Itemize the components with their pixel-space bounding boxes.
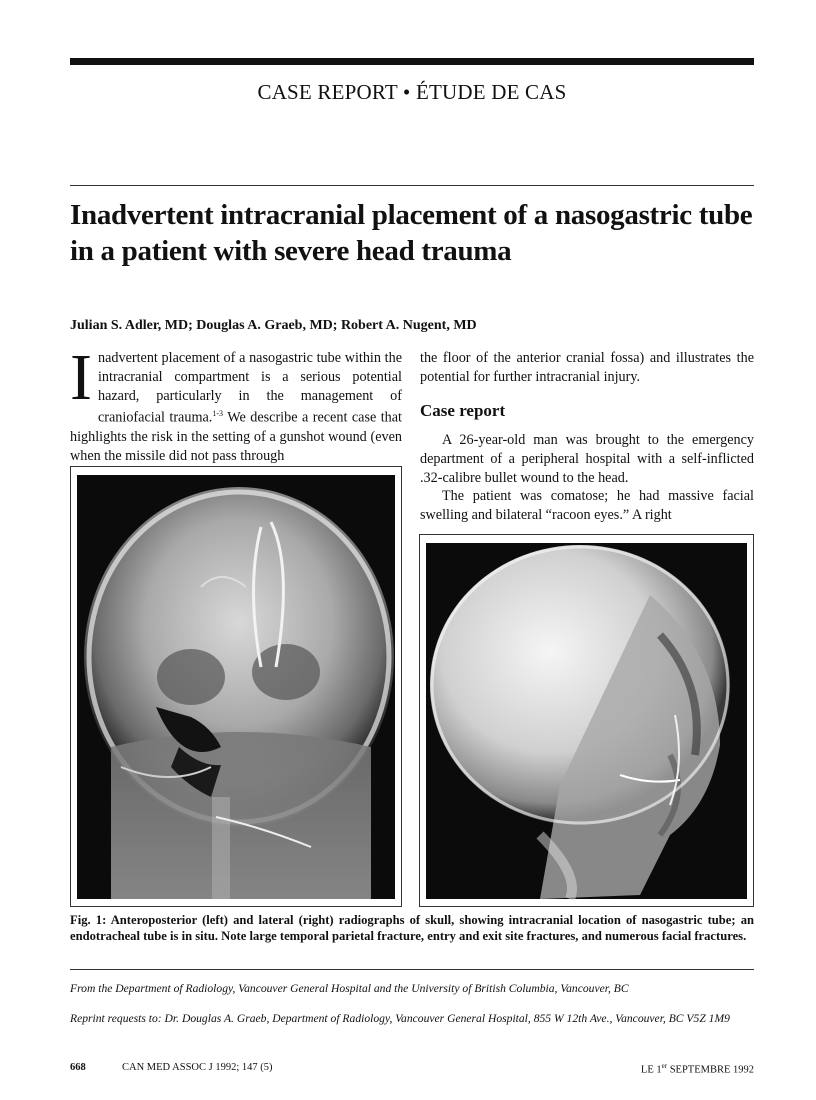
- intro-text-continued: We describe a recent case that highlights the risk in the setting of a gunshot wound (even when the missile did not pass through: [70, 410, 402, 464]
- case-report-body: [420, 431, 754, 525]
- issue-date: [641, 1062, 754, 1076]
- figure-caption: Fig. 1: Anteroposterior (left) and lateral (right) radiographs of skull, showing intracranial location of nasogastric tube; an endotracheal tube is in situ. Note large temporal parietal fracture, entry and exit site fractures, and numerous facial fractures.: [70, 913, 754, 943]
- footnote-rule: [70, 969, 754, 970]
- page-number: 668: [70, 1062, 86, 1073]
- issue-date-suffix: SEPTEMBRE 1992: [667, 1064, 754, 1076]
- case-paragraph-1: A 26-year-old man was brought to the emergency department of a peripheral hospital with a self-inflicted .32-calibre bullet wound to the head.: [420, 432, 754, 486]
- article-title: Inadvertent intracranial placement of a nasogastric tube in a patient with severe head trauma: [70, 199, 753, 267]
- figure-lateral-radiograph: [419, 534, 754, 907]
- ap-radiograph-image: [71, 467, 401, 906]
- intro-left-column: [70, 341, 402, 466]
- issue-date-prefix: LE 1: [640, 1064, 662, 1076]
- case-report-heading: Case report: [420, 401, 506, 420]
- author-list: Julian S. Adler, MD; Douglas A. Graeb, MD; Robert A. Nugent, MD: [70, 318, 477, 333]
- affiliation-note: From the Department of Radiology, Vancouver General Hospital and the University of British Columbia, Vancouver, BC: [70, 982, 629, 995]
- intro-text: nadvertent placement of a nasogastric tube within the intracranial compartment is a serious potential hazard, particularly in the management of craniofacial trauma.: [97, 350, 402, 427]
- intro-right-column: the floor of the anterior cranial fossa) and illustrates the potential for further intracranial injury.: [420, 350, 754, 385]
- reference-marker: 1-3: [212, 409, 224, 419]
- issue-date-superscript: er: [661, 1062, 668, 1070]
- drop-cap: I: [70, 341, 92, 414]
- header-rule: [70, 58, 754, 65]
- lateral-radiograph-image: [420, 535, 753, 906]
- figure-ap-radiograph: [70, 466, 402, 907]
- reprint-note: Reprint requests to: Dr. Douglas A. Graeb, Department of Radiology, Vancouver General Hospital, 855 W 12th Ave., Vancouver, BC V5Z 1M9: [70, 1012, 730, 1025]
- title-rule: [70, 185, 754, 186]
- section-heading: CASE REPORT • ÉTUDE DE CAS: [257, 80, 567, 104]
- journal-citation: CAN MED ASSOC J 1992; 147 (5): [122, 1062, 273, 1073]
- case-paragraph-2: The patient was comatose; he had massive facial swelling and bilateral “racoon eyes.” A right: [420, 488, 754, 524]
